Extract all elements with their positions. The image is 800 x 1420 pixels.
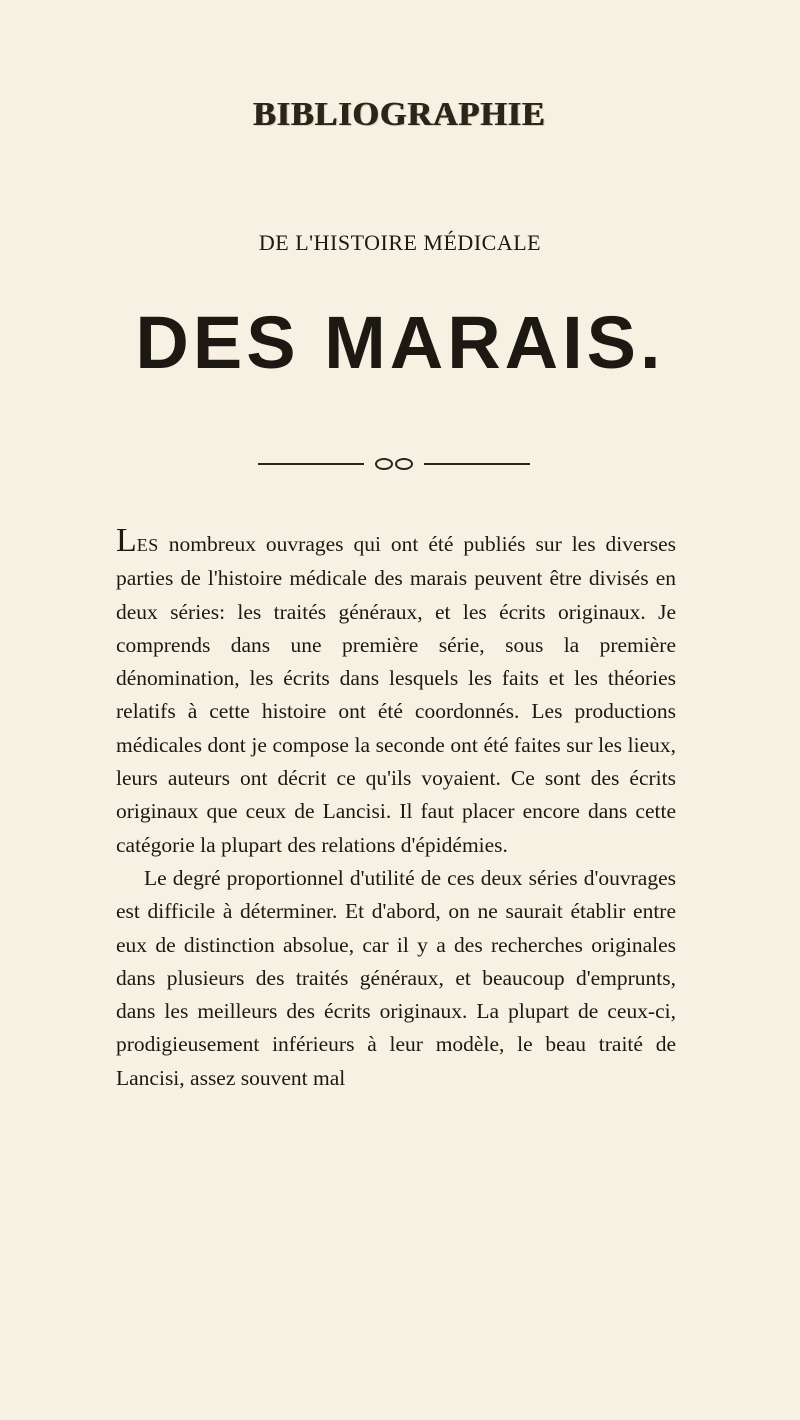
small-caps: ES (136, 535, 159, 555)
ornate-title: BIBLIOGRAPHIE (253, 96, 547, 133)
drop-cap: L (116, 522, 137, 559)
paragraph-1-text: nombreux ouvrages qui ont été publiés sur les diverses parties de l'histoire médicale des marais peuvent être divisés en deux séries: les traités généraux, et les écrits originaux. Je comprends dans une première série, sous la première dénomination, les écrits dans lesquels les faits et les théories relatifs à cette histoire ont été coordonnés. Les productions médicales dont je compose la seconde ont été faites sur les lieux, leurs auteurs ont décrit ce qu'ils voyaient. Ce sont des écrits originaux que ceux de Lancisi. Il faut placer encore dans cette catégorie la plupart des relations d'épidémies. (116, 532, 676, 857)
main-title: DES MARAIS. (135, 301, 665, 384)
paragraph-2: Le degré proportionnel d'utilité de ces deux séries d'ouvrages est difficile à déterminer. Et d'abord, on ne saurait établir entre eux de distinction absolue, car il y a des recherches originales dans plusieurs des traités généraux, et beaucoup d'emprunts, dans les meilleurs des écrits originaux. La plupart de ceux-ci, prodigieusement inférieurs à leur modèle, le beau traité de Lancisi, assez souvent mal (116, 865, 676, 1090)
subtitle: DE L'HISTOIRE MÉDICALE (258, 230, 542, 255)
body-text (116, 522, 676, 1095)
divider-ornament-icon (364, 458, 424, 470)
paragraph-1 (116, 522, 676, 862)
